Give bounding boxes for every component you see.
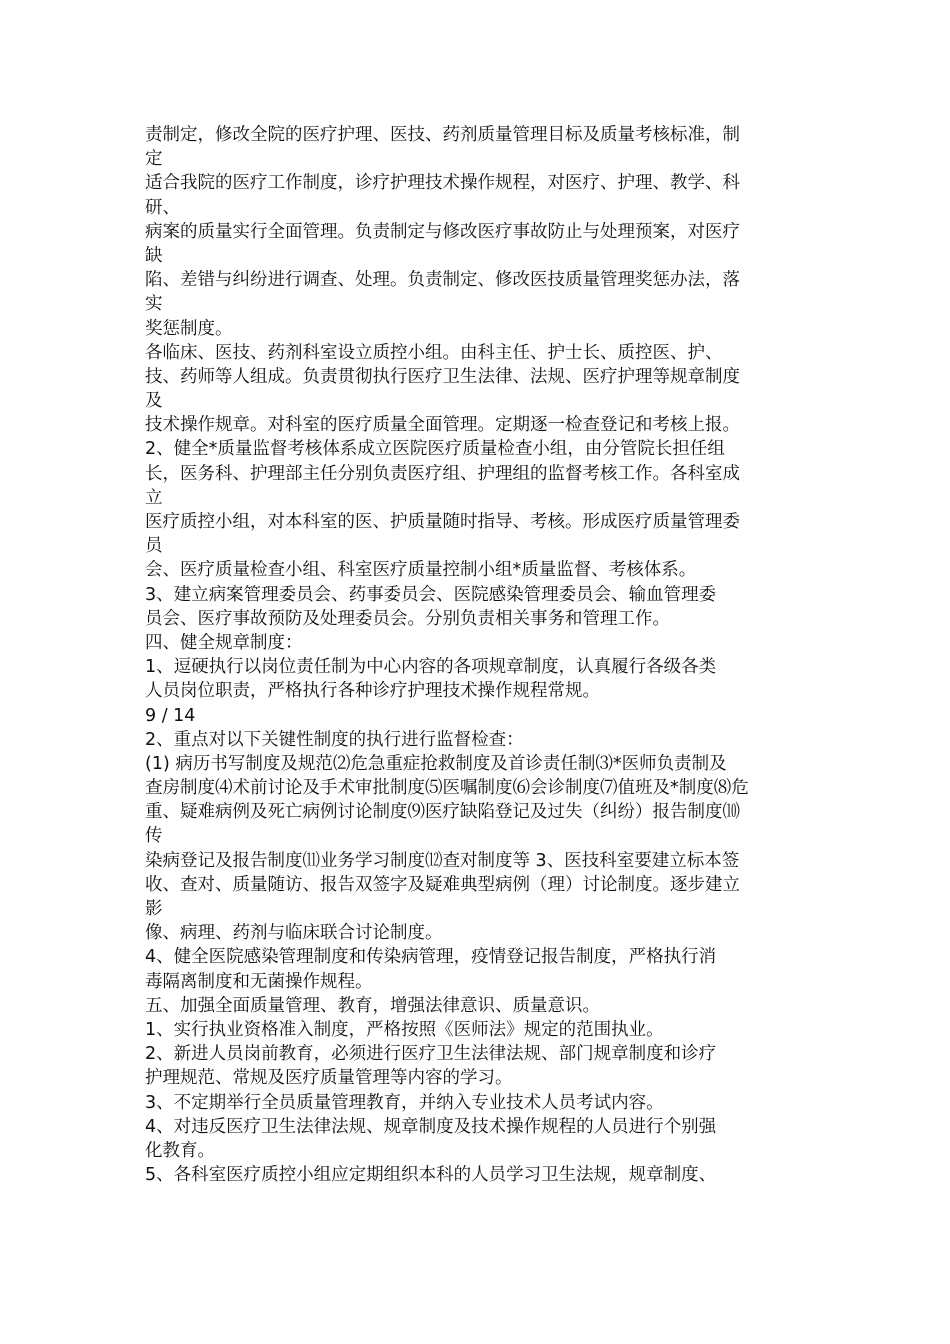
text-line: 人员岗位职责，严格执行各种诊疗护理技术操作规程常规。 (145, 681, 600, 702)
text-line: 5、各科室医疗质控小组应定期组织本科的人员学习卫生法规，规章制度、 (145, 1165, 717, 1186)
text-line: 长，医务科、护理部主任分别负责医疗组、护理组的监督考核工作。各科室成 (145, 463, 740, 484)
text-line: 实 (145, 294, 163, 315)
text-line: 医疗质控小组，对本科室的医、护质量随时指导、考核。形成医疗质量管理委 (145, 512, 740, 532)
text-line: (1) 病历书写制度及规范⑵危急重症抢救制度及首诊责任制⑶*医师负责制及 (145, 753, 727, 774)
text-line: 员 (145, 536, 163, 557)
text-line: 研、 (145, 197, 180, 218)
text-line: 护理规范、常规及医疗质量管理等内容的学习。 (145, 1068, 513, 1089)
text-line: 责制定，修改全院的医疗护理、医技、药剂质量管理目标及质量考核标准，制 (145, 125, 740, 145)
text-line: 染病登记及报告制度⑾业务学习制度⑿查对制度等 3、医技科室要建立标本签 (145, 850, 740, 871)
text-line: 毒隔离制度和无菌操作规程。 (145, 971, 373, 992)
document-body (145, 123, 810, 1187)
text-line: 及 (145, 391, 163, 412)
text-line: 会、医疗质量检查小组、科室医疗质量控制小组*质量监督、考核体系。 (145, 560, 697, 581)
text-line: 影 (145, 899, 163, 919)
text-line: 1、逗硬执行以岗位责任制为中心内容的各项规章制度，认真履行各级各类 (145, 657, 717, 678)
text-line: 4、对违反医疗卫生法律法规、规章制度及技术操作规程的人员进行个别强 (145, 1116, 717, 1137)
text-line: 员会、医疗事故预防及处理委员会。分别负责相关事务和管理工作。 (145, 608, 670, 629)
text-line: 2、重点对以下关键性制度的执行进行监督检查： (145, 729, 524, 750)
text-line: 技术操作规章。对科室的医疗质量全面管理。定期逐一检查登记和考核上报。 (145, 415, 740, 436)
text-line: 定 (145, 149, 163, 170)
text-line: 适合我院的医疗工作制度，诊疗护理技术操作规程，对医疗、护理、教学、科 (145, 173, 740, 194)
text-line: 奖惩制度。 (145, 318, 233, 339)
text-line: 病案的质量实行全面管理。负责制定与修改医疗事故防止与处理预案，对医疗 (145, 221, 740, 242)
text-line: 缺 (145, 245, 163, 266)
text-line: 各临床、医技、药剂科室设立质控小组。由科主任、护士长、质控医、护、 (145, 342, 723, 363)
text-line: 重、疑难病例及死亡病例讨论制度⑼医疗缺陷登记及过失（纠纷）报告制度⑽ (145, 802, 740, 823)
text-line: 四、健全规章制度： (145, 632, 303, 653)
text-line: 传 (145, 826, 163, 847)
text-line: 立 (145, 487, 163, 508)
text-line: 3、建立病案管理委员会、药事委员会、医院感染管理委员会、输血管理委 (145, 584, 717, 605)
text-line: 收、查对、质量随访、报告双签字及疑难典型病例（理）讨论制度。逐步建立 (145, 874, 740, 895)
text-line: 查房制度⑷术前讨论及手术审批制度⑸医嘱制度⑹会诊制度⑺值班及*制度⑻危 (145, 778, 749, 799)
text-line: 2、新进人员岗前教育，必须进行医疗卫生法律法规、部门规章制度和诊疗 (145, 1044, 717, 1065)
text-line: 4、健全医院感染管理制度和传染病管理，疫情登记报告制度，严格执行消 (145, 947, 717, 968)
text-line: 2、健全*质量监督考核体系成立医院医疗质量检查小组，由分管院长担任组 (145, 439, 725, 460)
text-line: 五、加强全面质量管理、教育，增强法律意识、质量意识。 (145, 995, 600, 1016)
text-line: 化教育。 (145, 1140, 215, 1161)
text-line: 9 / 14 (145, 705, 196, 726)
text-line: 3、不定期举行全员质量管理教育，并纳入专业技术人员考试内容。 (145, 1092, 664, 1113)
text-line: 像、病理、药剂与临床联合讨论制度。 (145, 923, 443, 944)
text-line: 1、实行执业资格准入制度，严格按照《医师法》规定的范围执业。 (145, 1019, 664, 1040)
text-line: 陷、差错与纠纷进行调查、处理。负责制定、修改医技质量管理奖惩办法，落 (145, 270, 740, 291)
text-line: 技、药师等人组成。负责贯彻执行医疗卫生法律、法规、医疗护理等规章制度 (145, 366, 740, 387)
